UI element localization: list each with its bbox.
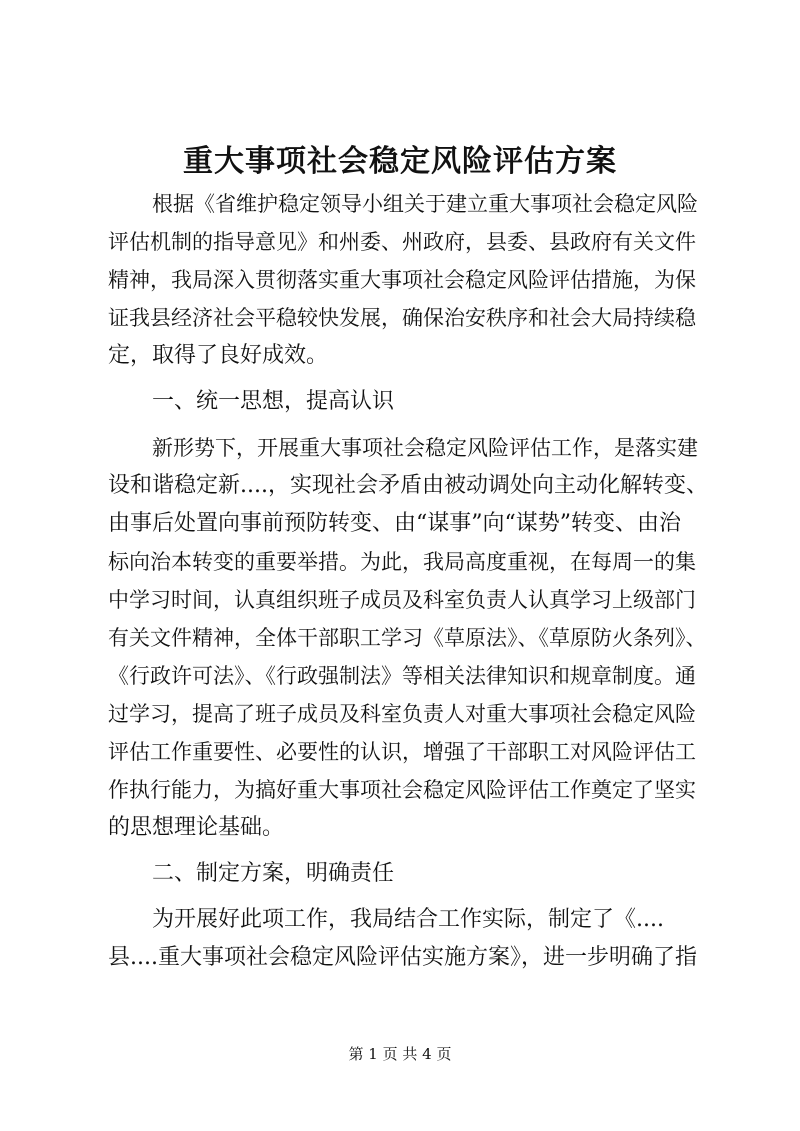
paragraph-line: 设和谐稳定新....，实现社会矛盾由被动调处向主动化解转变、 <box>108 473 708 498</box>
paragraph-line: 县....重大事项社会稳定风险评估实施方案》，进一步明确了指 <box>108 945 697 970</box>
paragraph-line: 由事后处置向事前预防转变、由“谋事”向“谋势”转变、由治 <box>108 511 681 536</box>
paragraph-line: 为开展好此项工作，我局结合工作实际，制定了《.... <box>152 907 664 932</box>
section-heading-1: 一、统一思想，提高认识 <box>152 389 395 414</box>
paragraph-line: 作执行能力，为搞好重大事项社会稳定风险评估工作奠定了坚实 <box>108 778 696 802</box>
paragraph-line: 评估工作重要性、必要性的认识，增强了干部职工对风险评估工 <box>108 740 696 764</box>
paragraph-line: 证我县经济社会平稳较快发展，确保治安秩序和社会大局持续稳 <box>108 306 696 330</box>
paragraph-line: 评估机制的指导意见》和州委、州政府，县委、县政府有关文件 <box>108 230 696 254</box>
paragraph-line: 定，取得了良好成效。 <box>108 343 329 368</box>
section-heading-2: 二、制定方案，明确责任 <box>152 861 395 886</box>
paragraph-line: 新形势下，开展重大事项社会稳定风险评估工作，是落实建 <box>152 436 698 460</box>
document-title: 重大事项社会稳定风险评估方案 <box>183 144 617 179</box>
paragraph-line: 的思想理论基础。 <box>108 815 285 840</box>
paragraph-line: 中学习时间，认真组织班子成员及科室负责人认真学习上级部门 <box>108 588 696 612</box>
paragraph-line: 标向治本转变的重要举措。为此，我局高度重视，在每周一的集 <box>108 550 696 574</box>
paragraph-line: 精神，我局深入贯彻落实重大事项社会稳定风险评估措施，为保 <box>108 268 696 292</box>
paragraph-line: 《行政许可法》、《行政强制法》等相关法律知识和规章制度。通 <box>108 664 696 688</box>
paragraph-line: 过学习，提高了班子成员及科室负责人对重大事项社会稳定风险 <box>108 702 696 726</box>
page-footer: 第 1 页 共 4 页 <box>348 1045 452 1063</box>
paragraph-line: 根据《省维护稳定领导小组关于建立重大事项社会稳定风险 <box>152 192 698 216</box>
paragraph-line: 有关文件精神，全体干部职工学习《草原法》、《草原防火条列》、 <box>108 626 707 650</box>
